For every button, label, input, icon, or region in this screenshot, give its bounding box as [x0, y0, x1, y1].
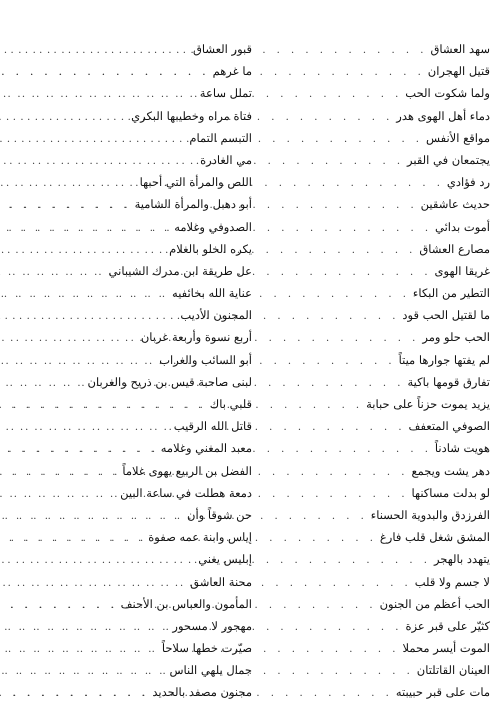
entry-title: الفرزدق والبدوية الحسناء	[370, 507, 490, 522]
left-column-entry	[14, 681, 252, 703]
entry-title: يكره الخلو بالغلام	[169, 241, 252, 256]
entry-title: ولما شكوت الحب	[405, 86, 490, 101]
dot-leader	[0, 306, 180, 328]
right-column-entry	[254, 371, 490, 393]
entry-title: المشق شغل قلب فارغ	[379, 530, 490, 545]
entry-title: حديث عاشقين	[420, 197, 490, 212]
left-column-entry	[14, 659, 252, 681]
dot-leader	[0, 218, 174, 240]
dot-leader	[0, 617, 172, 639]
entry-title: معبد المغني وغلامه	[160, 441, 252, 456]
dot-leader	[0, 484, 120, 506]
right-column-entry	[254, 282, 490, 304]
right-column-entry	[254, 260, 490, 282]
dot-leader	[0, 62, 213, 84]
entry-title: أبو السائب والغراب	[159, 352, 252, 367]
left-column-entry	[14, 260, 252, 282]
entry-title: محنة العاشق	[190, 574, 252, 589]
dot-leader	[0, 40, 193, 62]
left-column-entry	[14, 637, 252, 659]
entry-title: الحب حلو ومر	[422, 330, 490, 345]
right-column-entry	[254, 571, 490, 593]
left-column-entry	[14, 171, 252, 193]
left-column-entry	[14, 571, 252, 593]
dot-leader	[0, 328, 141, 350]
right-column-entry	[254, 326, 490, 348]
right-column-entry	[254, 504, 490, 526]
right-column-entry	[254, 659, 490, 681]
dot-leader	[0, 595, 121, 617]
dot-leader	[0, 84, 200, 106]
dot-leader	[0, 351, 159, 373]
dot-leader	[0, 683, 152, 705]
entry-title: اللص والمرأة التي أحبها	[139, 175, 252, 190]
right-column-entry	[254, 637, 490, 659]
entry-title: مات على قبر حبيبته	[395, 685, 490, 700]
entry-title: الصدوفي وغلامه	[174, 219, 252, 234]
left-column-entry	[14, 82, 252, 104]
left-column-entry	[14, 216, 252, 238]
right-column-entry	[254, 593, 490, 615]
entry-title: عل طريقة ابن مدرك الشيباني	[108, 263, 252, 278]
entry-title: ما غرهم	[212, 64, 252, 79]
entry-title: أموت بدائي	[435, 219, 490, 234]
left-column-entry	[14, 238, 252, 260]
dot-leader	[0, 151, 200, 173]
right-column-entry	[254, 105, 490, 127]
entry-title: عناية الله بخائفيه	[172, 286, 252, 301]
entry-title: مهجور لا مسحور	[172, 618, 252, 633]
entry-title: غريقا الهوى	[434, 263, 490, 278]
dot-leader	[0, 439, 161, 461]
left-column-entry	[14, 482, 252, 504]
left-column-entry	[14, 282, 252, 304]
entry-title: هويت شادناً	[434, 441, 490, 456]
left-column-entry	[14, 460, 252, 482]
right-column-entry	[254, 482, 490, 504]
entry-title: مصارع العشاق	[419, 241, 490, 256]
entry-title: صيّرت خطها سلاحاً	[161, 641, 252, 656]
dot-leader	[0, 173, 140, 195]
dot-leader	[0, 373, 88, 395]
entry-title: الفضل بن الربيع يهوى غلاماً	[122, 463, 252, 478]
right-column-entry	[254, 82, 490, 104]
entry-title: قاتل الله الرقيب	[173, 419, 252, 434]
entry-title: لم يفتها جوارها ميتاً	[398, 352, 490, 367]
left-column-entry	[14, 105, 252, 127]
entry-title: دماء أهل الهوى هدر	[396, 108, 490, 123]
right-column-entry	[254, 460, 490, 482]
dot-leader	[0, 240, 169, 262]
dot-leader	[0, 462, 122, 484]
left-column-entry	[14, 615, 252, 637]
entry-title: إبليس يغني	[198, 552, 252, 567]
dot-leader	[0, 129, 189, 151]
entry-title: قلبي باك	[209, 397, 252, 411]
left-column-entry	[14, 127, 252, 149]
left-column-entry	[14, 504, 252, 526]
left-column-entry	[14, 149, 252, 171]
entry-title: الصوفي المتعفف	[408, 419, 490, 434]
dot-leader	[0, 506, 187, 528]
entry-title: الموت أيسر محملا	[402, 641, 490, 656]
entry-title: ما لقتيل الحب قود	[402, 308, 490, 323]
left-column-entry	[14, 393, 252, 415]
left-column-entry	[14, 193, 252, 215]
dot-leader	[0, 639, 162, 661]
left-column-entry	[14, 593, 252, 615]
dot-leader	[0, 573, 190, 595]
right-column-entry	[254, 415, 490, 437]
left-column-entry	[14, 371, 252, 393]
entry-title: سهد العشاق	[430, 42, 490, 56]
left-column-entry	[14, 526, 252, 548]
left-column-entry	[14, 304, 252, 326]
right-column-entry	[254, 60, 490, 82]
entry-title: مي الغادرة	[200, 152, 252, 167]
dot-leader	[0, 661, 169, 683]
entry-title: يزيد يموت حزناً على حبابة	[366, 397, 490, 411]
entry-title: المجنون الأديب	[180, 308, 252, 323]
entry-title: العينان القاتلتان	[416, 663, 490, 678]
right-column-entry	[254, 437, 490, 459]
entry-title: تفارق قومها باكية	[407, 374, 490, 389]
right-column-entry	[254, 193, 490, 215]
dot-leader	[0, 195, 135, 217]
entry-title: أربع نسوة وأربعة غربان	[140, 330, 252, 345]
entry-title: يجتمعان في القبر	[407, 152, 490, 167]
entry-title: جمال يلهي الناس	[169, 663, 252, 678]
right-column-entry	[254, 149, 490, 171]
right-column-entry	[254, 127, 490, 149]
left-column-entry	[14, 38, 252, 60]
right-column-entry	[254, 216, 490, 238]
right-column-entry	[254, 526, 490, 548]
dot-leader	[0, 284, 172, 306]
dot-leader	[0, 528, 148, 550]
left-column-entry	[14, 437, 252, 459]
right-column	[254, 38, 490, 704]
right-column-entry	[254, 238, 490, 260]
right-column-entry	[254, 171, 490, 193]
entry-title: لا جسم ولا قلب	[414, 574, 490, 589]
dot-leader	[0, 262, 109, 284]
entry-title: قتيل الهجران	[427, 64, 490, 79]
entry-title: حن شوقاً وأن	[187, 507, 252, 522]
entry-title: فتاة مراه وخطيبها البكري	[131, 108, 252, 123]
entry-title: لبنى صاحبة قيس بن ذريح والغربان	[87, 374, 252, 389]
entry-title: التبسم التمام	[189, 130, 252, 145]
entry-title: الحب أعظم من الجنون	[379, 596, 490, 611]
right-column-entry	[254, 38, 490, 60]
entry-title: مواقع الأنفس	[425, 130, 490, 145]
entry-title: لو بدلت مساكنها	[411, 485, 490, 500]
left-column-entry	[14, 548, 252, 570]
entry-title: تملل ساعة	[199, 86, 252, 101]
dot-leader	[0, 550, 198, 572]
entry-title: أبو دهبل والمرأة الشامية	[134, 197, 252, 212]
left-column-entry	[14, 60, 252, 82]
right-column-entry	[254, 615, 490, 637]
entry-title: رد فؤادي	[446, 175, 490, 190]
dot-leader	[0, 395, 210, 417]
entry-title: دمعة هطلت في ساعة البين	[120, 485, 252, 500]
right-column-entry	[254, 681, 490, 703]
entry-title: المأمون والعباس بن الأحنف	[120, 596, 252, 611]
right-column-entry	[254, 304, 490, 326]
right-column-entry	[254, 393, 490, 415]
entry-title: إياس وابنة عمه صفوة	[148, 530, 252, 545]
right-column-entry	[254, 349, 490, 371]
entry-title: دهر يشت ويجمع	[411, 463, 490, 478]
left-column-entry	[14, 415, 252, 437]
dot-leader	[0, 107, 131, 129]
entry-title: كثيّر على قبر عزة	[405, 618, 490, 633]
left-column-entry	[14, 349, 252, 371]
entry-title: مجنون مصفد بالحديد	[152, 685, 252, 700]
dot-leader	[0, 417, 174, 439]
left-column-entry	[14, 326, 252, 348]
left-column	[14, 38, 252, 704]
entry-title: التطير من البكاء	[412, 286, 490, 301]
entry-title: يتهدد بالهجر	[433, 552, 490, 567]
right-column-entry	[254, 548, 490, 570]
entry-title: قبور العشاق	[192, 42, 252, 56]
